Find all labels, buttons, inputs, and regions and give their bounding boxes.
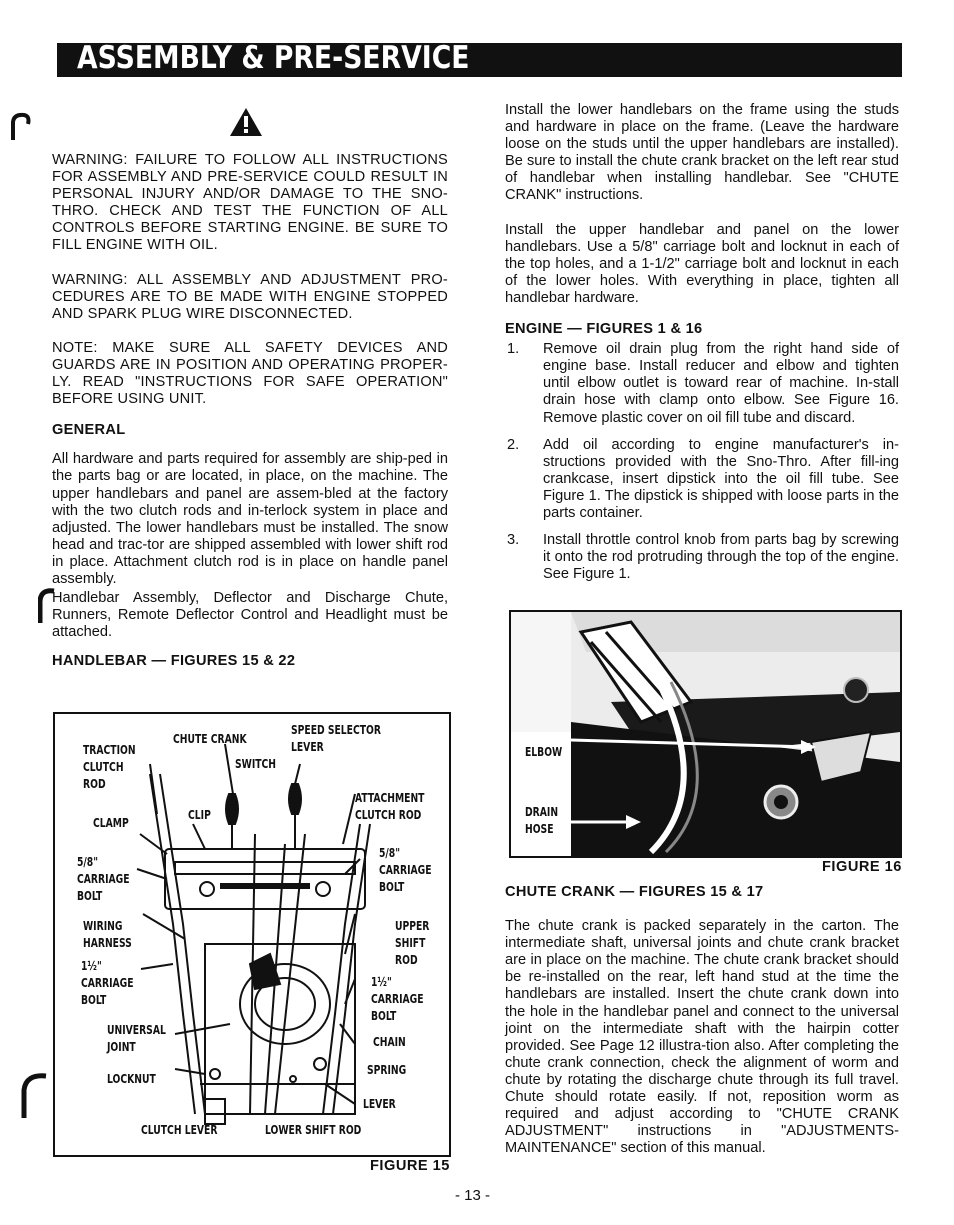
general-heading: GENERAL <box>52 422 126 439</box>
chute-crank-section <box>505 884 899 1174</box>
safety-note: NOTE: MAKE SURE ALL SAFETY DEVICES AND GUARDS ARE IN POSITION AND OPERATING PROPER-LY. READ "INSTRUCTIONS FOR SAFE OPERATION" BEFORE USING UNIT. <box>52 339 448 408</box>
figure-16-photo <box>509 610 902 858</box>
figure-15-caption: FIGURE 15 <box>370 1158 450 1174</box>
label-clamp: CLAMP <box>93 815 129 830</box>
label-joint: JOINT <box>107 1039 136 1054</box>
list-item: 1. Remove oil drain plug from the right hand side of engine base. Install reducer and elbow and tighten until elbow outlet is toward rear of machine. In-stall drain hose with clamp onto elbow. See Figure 16. Remove plastic cover on oil fill tube and discard. <box>507 341 899 426</box>
general-paragraph-1: All hardware and parts required for assembly are ship-ped in the parts bag or are located, in place, on the machine. The upper handlebars and panel are assem-bled at the factory with the two clutch rods and in-terlock system in place and adjusted. The lower handlebars must be installed. The snow head and trac-tor are shipped assembled with lower shift rod in place. Attachment clutch rod is in place on handle panel assembly. <box>52 451 448 587</box>
label-shift: SHIFT <box>395 935 426 950</box>
handlebar-paragraph-2: Install the upper handlebar and panel on the lower handlebars. Use a 5/8" carriage bolt and locknut in each of the top holes, and a 1-1/2" carriage bolt and locknut in each of the lower holes. With everything in place, tighten all handlebar hardware. <box>505 221 899 306</box>
label-clutch-lever: CLUTCH LEVER <box>141 1122 218 1137</box>
label-speed-selector: SPEED SELECTOR <box>291 722 381 737</box>
label-attachment: ATTACHMENT <box>355 790 425 805</box>
label-chute-crank: CHUTE CRANK <box>173 731 247 746</box>
label-one-half-right: 1½" <box>371 974 392 989</box>
label-bolt-right-2: BOLT <box>371 1008 397 1023</box>
figure-15-illustration <box>53 712 451 1157</box>
label-switch: SWITCH <box>235 756 277 771</box>
label-traction: TRACTION <box>83 742 136 757</box>
handlebar-heading: HANDLEBAR — FIGURES 15 & 22 <box>52 653 296 670</box>
engine-drain-drawing <box>511 612 900 856</box>
label-lower-shift-rod: LOWER SHIFT ROD <box>265 1122 362 1137</box>
label-wiring: WIRING <box>83 918 123 933</box>
left-column <box>52 152 448 676</box>
list-item: 3. Install throttle control knob from parts bag by screwing it onto the rod protruding through the top of the engine. See Figure 1. <box>507 532 899 583</box>
label-chain: CHAIN <box>373 1034 406 1049</box>
warning-engine-stopped: WARNING: ALL ASSEMBLY AND ADJUSTMENT PRO-CEDURES ARE TO BE MADE WITH ENGINE STOPPED AND SPARK PLUG WIRE DISCONNECTED. <box>52 271 448 322</box>
list-item: 2. Add oil according to engine manufacturer's in-structions provided with the Sno-Thro. After fill-ing crankcase, insert dipstick into the oil fill tube. See Figure 1. The dipstick is shipped with loose parts in the parts container. <box>507 436 899 521</box>
label-hose: HOSE <box>525 821 554 836</box>
engine-steps <box>505 341 899 583</box>
general-paragraph-2: Handlebar Assembly, Deflector and Discharge Chute, Runners, Remote Deflector Control and Headlight must be attached. <box>52 590 448 641</box>
label-drain: DRAIN <box>525 804 559 819</box>
label-clutch: CLUTCH <box>83 759 124 774</box>
label-carriage-left: CARRIAGE <box>77 871 130 886</box>
engine-heading: ENGINE — FIGURES 1 & 16 <box>505 321 703 338</box>
label-lever-bottom: LEVER <box>363 1096 396 1111</box>
handlebar-paragraph-1: Install the lower handlebars on the frame using the studs and hardware in place on the frame. (Leave the hardware loose on the studs until the upper handlebars are installed). Be sure to install the chute crank bracket on the left rear stud of handlebar when installing handlebar. See "CHUTE CRANK" instructions. <box>505 102 899 204</box>
warning-triangle-icon <box>229 107 263 137</box>
label-bolt-left-2: BOLT <box>81 992 107 1007</box>
section-title: ASSEMBLY & PRE-SERVICE <box>77 40 470 76</box>
label-five-eighths-right: 5/8" <box>379 845 401 860</box>
label-rod: ROD <box>83 776 106 791</box>
label-universal: UNIVERSAL <box>107 1022 166 1037</box>
label-elbow: ELBOW <box>525 744 563 759</box>
label-five-eighths-left: 5/8" <box>77 854 99 869</box>
label-locknut: LOCKNUT <box>107 1071 156 1086</box>
label-carriage-right-2: CARRIAGE <box>371 991 424 1006</box>
label-harness: HARNESS <box>83 935 132 950</box>
label-upper: UPPER <box>395 918 430 933</box>
chute-crank-paragraph: The chute crank is packed separately in the carton. The intermediate shaft, universal joints and chute crank bracket are in place on the machine. The chute crank bracket should be re-installed on the rear, left hand stud at the time the handlebars are installed. Insert the chute crank down into the hole in the handlebar panel and connect to the universal joint on the intermediate shaft with the hairpin cotter provided. See Page 12 illustra-tion also. After completing the chute crank connection, check the alignment of worm and chute by rotating the discharge chute through its full travel. Chute should rotate easily. If not, reposition worm as required and adjust according to "CHUTE CRANK ADJUSTMENT" instructions in "ADJUSTMENTS-MAINTENANCE" section of this manual. <box>505 918 899 1157</box>
label-one-half-left: 1½" <box>81 958 102 973</box>
chute-crank-heading: CHUTE CRANK — FIGURES 15 & 17 <box>505 884 764 900</box>
label-lever-top: LEVER <box>291 739 324 754</box>
label-clip: CLIP <box>188 807 211 822</box>
label-bolt-right: BOLT <box>379 879 405 894</box>
label-clutch-rod: CLUTCH ROD <box>355 807 422 822</box>
label-bolt-left: BOLT <box>77 888 103 903</box>
label-spring: SPRING <box>367 1062 407 1077</box>
page-number: - 13 - <box>455 1187 491 1204</box>
binding-mark-icon <box>20 1070 50 1120</box>
right-column <box>505 102 899 593</box>
figure-16-caption: FIGURE 16 <box>822 859 902 875</box>
label-rod-right: ROD <box>395 952 418 967</box>
binding-mark-icon <box>10 112 32 142</box>
warning-assembly: WARNING: FAILURE TO FOLLOW ALL INSTRUCTIONS FOR ASSEMBLY AND PRE-SERVICE COULD RESULT IN PERSONAL INJURY AND/OR DAMAGE TO THE SNO-THRO. CHECK AND TEST THE FUNCTION OF ALL CONTROLS BEFORE STARTING ENGINE. BE SURE TO FILL ENGINE WITH OIL. <box>52 152 448 254</box>
section-banner <box>57 40 902 77</box>
label-carriage-right: CARRIAGE <box>379 862 432 877</box>
label-carriage-left-2: CARRIAGE <box>81 975 134 990</box>
